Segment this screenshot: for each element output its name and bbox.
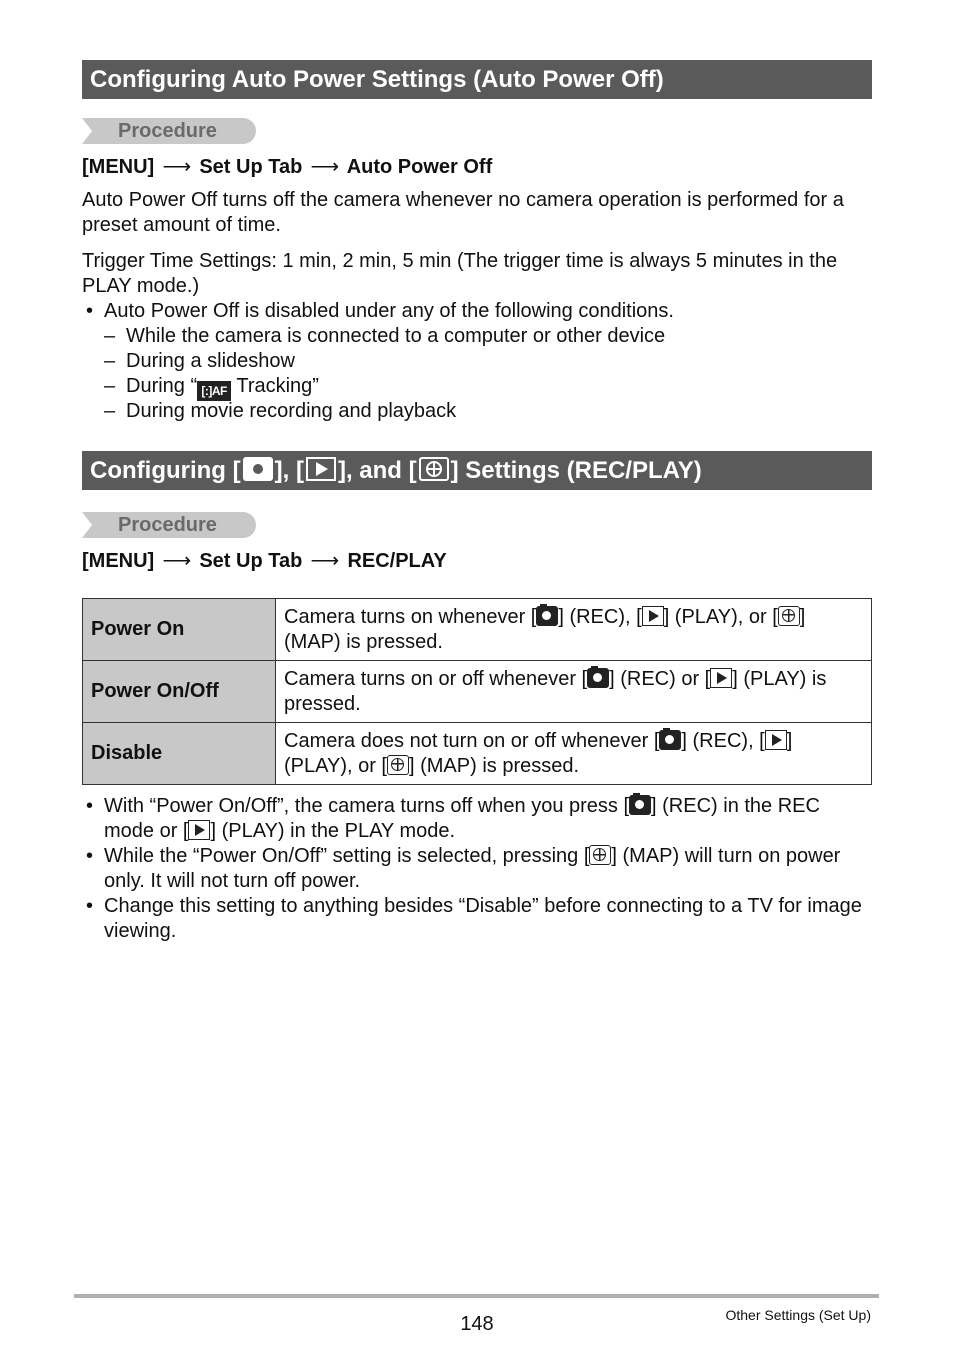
title-text: ], and [	[337, 457, 417, 484]
procedure-label: Procedure	[118, 514, 217, 536]
bullet-text: Auto Power Off is disabled under any of the following conditions.	[104, 300, 674, 322]
table-row	[83, 599, 872, 661]
camera-icon	[659, 730, 681, 750]
footer-section-name: Other Settings (Set Up)	[725, 1307, 871, 1323]
tracking-af-icon: [:]AF	[197, 381, 231, 401]
setting-description: Camera does not turn on or off whenever [ ] (REC), [ ] (PLAY), or [ ] (MAP) is pressed.	[276, 723, 872, 785]
section-title-rec-play	[82, 451, 872, 490]
setting-name: Disable	[83, 723, 276, 785]
manual-page: Configuring Auto Power Settings (Auto Power Off) Procedure [MENU] ⟶ Set Up Tab ⟶ Auto Power Off Auto Power Off turns off the camera whenever no camera operation is performed for a preset amount of time. Trigger Time Settings: 1 min, 2 min, 5 min (The trigger time is always 5 minutes in the PLAY mode.) • Auto Power Off is disabled under any of the following conditions. – While the camera is connected to a computer or other device – During a slideshow – During “ [:]AF Tracking” – During movie recording and playback Configuring [ ], [ ], and [ ] Settings (REC/PLAY) Procedure [MENU] ⟶ Set Up Tab ⟶ REC/PLAY Power On Camera turns on whenever [ ] (REC), [ ] (PLAY), or [ ] (MAP) is pressed. Power On/Off Camera turns on or off whenever [ ] (REC) or [ ] (PLAY) is pressed. Disable Camera does not turn on or off whenever [ ] (REC), [ ] (PLAY), or [ ] (MAP) is pressed. • With “Power On/Off”, the camera turns off when you press [ ] (REC) in the REC mode or [ ] (PLAY) in the PLAY mode. • While the “Power On/Off” setting is selected, pressing [ ] (MAP) will turn on power only. It will not turn off power. • Change this setting to anything besides “Disable” before connecting to a TV for image viewing. 148 Other Settings (Set Up)	[0, 0, 954, 1357]
menu-path-step: Auto Power Off	[346, 156, 493, 178]
condition-item: – During “ [:]AF Tracking”	[104, 374, 319, 401]
camera-icon	[536, 606, 558, 626]
condition-text: During a slideshow	[126, 350, 295, 372]
condition-prefix: During “	[126, 375, 198, 397]
arrow-icon: ⟶	[310, 156, 340, 178]
map-globe-icon	[419, 457, 449, 481]
menu-path-step: [MENU]	[82, 156, 155, 178]
note-text: Change this setting to anything besides “Disable” before connecting to a TV for image viewing.	[104, 895, 862, 942]
condition-text: Tracking”	[236, 375, 319, 397]
play-icon	[765, 730, 787, 750]
setting-name: Power On/Off	[83, 661, 276, 723]
setting-description: Camera turns on whenever [ ] (REC), [ ] (PLAY), or [ ] (MAP) is pressed.	[276, 599, 872, 661]
play-icon	[188, 820, 210, 840]
condition-item: – During a slideshow	[104, 350, 295, 372]
condition-text: While the camera is connected to a computer or other device	[126, 325, 666, 347]
footer-rule	[74, 1294, 879, 1298]
camera-icon	[587, 668, 609, 688]
condition-item: – While the camera is connected to a computer or other device	[104, 325, 666, 347]
paragraph-description: Auto Power Off turns off the camera whenever no camera operation is performed for a preset amount of time.	[82, 189, 844, 236]
menu-path-step: REC/PLAY	[347, 550, 447, 572]
condition-item: – During movie recording and playback	[104, 400, 457, 422]
play-icon	[642, 606, 664, 626]
procedure-label: Procedure	[118, 120, 217, 142]
arrow-icon: ⟶	[162, 156, 192, 178]
menu-path-step: Set Up Tab	[199, 156, 303, 178]
condition-text: During movie recording and playback	[126, 400, 457, 422]
title-text: ] Settings (REC/PLAY)	[450, 457, 702, 484]
camera-icon	[243, 457, 273, 481]
map-globe-icon	[589, 845, 611, 865]
settings-table	[82, 598, 872, 785]
table-row	[83, 661, 872, 723]
title-text: ], [	[274, 457, 304, 484]
procedure-tab	[82, 512, 256, 538]
map-globe-icon	[387, 755, 409, 775]
arrow-icon: ⟶	[162, 550, 192, 572]
title-text: Configuring [	[90, 457, 241, 484]
page-number: 148	[460, 1313, 494, 1335]
play-icon	[710, 668, 732, 688]
menu-path-step: [MENU]	[82, 550, 155, 572]
menu-path-step: Set Up Tab	[199, 550, 303, 572]
play-icon	[306, 457, 336, 481]
camera-icon	[629, 795, 651, 815]
note-text: While the “Power On/Off” setting is selected, pressing [ ] (MAP) will turn on power only. It will not turn off power.	[104, 845, 841, 892]
menu-path	[82, 548, 447, 574]
setting-name: Power On	[83, 599, 276, 661]
note-text: With “Power On/Off”, the camera turns off when you press [ ] (REC) in the REC mode or [ ] (PLAY) in the PLAY mode.	[104, 795, 820, 842]
setting-description: Camera turns on or off whenever [ ] (REC) or [ ] (PLAY) is pressed.	[276, 661, 872, 723]
map-globe-icon	[778, 606, 800, 626]
table-row	[83, 723, 872, 785]
arrow-icon: ⟶	[310, 550, 340, 572]
procedure-tab	[82, 118, 256, 144]
section-title-auto-power-off: Configuring Auto Power Settings (Auto Power Off)	[82, 60, 872, 99]
paragraph-trigger-times: Trigger Time Settings: 1 min, 2 min, 5 min (The trigger time is always 5 minutes in the PLAY mode.)	[82, 250, 838, 297]
menu-path	[82, 154, 492, 180]
